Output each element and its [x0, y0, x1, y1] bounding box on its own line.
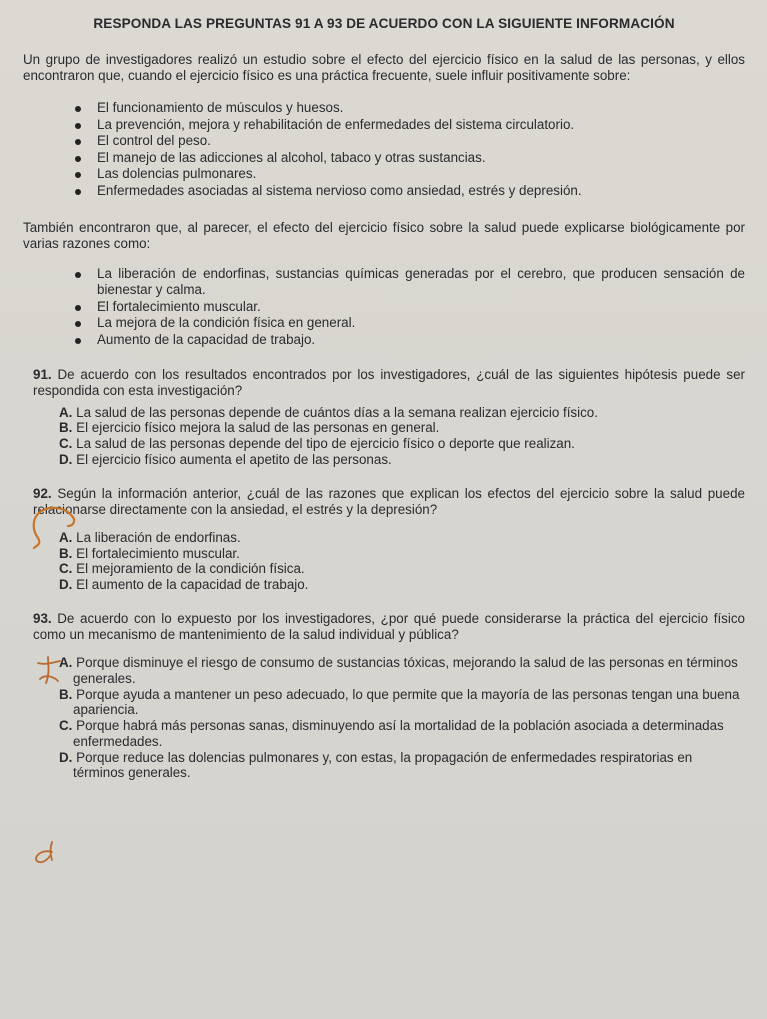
option-a[interactable] [59, 655, 745, 687]
benefits-list [23, 100, 745, 200]
reasons-intro: También encontraron que, al parecer, el efecto del ejercicio físico sobre la salud puede explicarse biológicamente por varias razones como: [23, 219, 745, 251]
option-letter: C. [59, 561, 73, 577]
intro-paragraph: Un grupo de investigadores realizó un estudio sobre el efecto del ejercicio físico en la salud de las personas, y ellos encontraron que, cuando el ejercicio físico es una práctica frecuente, suele influir positivamente sobre: [23, 52, 745, 83]
option-d[interactable] [59, 750, 745, 782]
option-a[interactable] [59, 405, 745, 421]
question-number: 93. [33, 610, 52, 626]
option-letter: D. [59, 577, 73, 593]
options-91 [23, 405, 745, 468]
option-letter: C. [59, 436, 73, 452]
options-92 [23, 530, 745, 593]
question-91 [23, 367, 745, 399]
option-letter: A. [59, 654, 73, 670]
option-letter: B. [59, 420, 73, 436]
option-text: El fortalecimiento muscular. [76, 545, 240, 561]
benefit-item: El funcionamiento de músculos y huesos. [97, 100, 745, 117]
option-letter: A. [59, 529, 73, 545]
option-a[interactable] [59, 530, 745, 546]
option-letter: A. [59, 404, 73, 420]
question-text: De acuerdo con lo expuesto por los investigadores, ¿por qué puede considerarse la práctica del ejercicio físico como un mecanismo de mantenimiento de la salud individual y pública? [33, 610, 745, 642]
question-number: 91. [33, 366, 52, 382]
benefit-item: Enfermedades asociadas al sistema nervioso como ansiedad, estrés y depresión. [97, 183, 745, 200]
section-title: RESPONDA LAS PREGUNTAS 91 A 93 DE ACUERDO CON LA SIGUIENTE INFORMACIÓN [93, 16, 675, 31]
option-letter: C. [59, 718, 73, 734]
option-text: El ejercicio físico aumenta el apetito de las personas. [76, 451, 392, 467]
reasons-list [23, 266, 745, 349]
options-93 [23, 655, 745, 781]
option-text: Porque ayuda a mantener un peso adecuado, lo que permite que la mayoría de las personas tengan una buena apariencia. [73, 686, 740, 718]
option-d[interactable] [59, 577, 745, 593]
question-text: Según la información anterior, ¿cuál de las razones que explican los efectos del ejercicio sobre la salud puede relacionarse directamente con la ansiedad, el estrés y la depresión? [33, 485, 745, 517]
option-b[interactable] [59, 420, 745, 436]
option-text: El mejoramiento de la condición física. [76, 561, 305, 577]
benefit-item: La prevención, mejora y rehabilitación de enfermedades del sistema circulatorio. [97, 117, 745, 134]
option-text: El aumento de la capacidad de trabajo. [76, 577, 309, 593]
reason-item: La mejora de la condición física en general. [97, 315, 745, 332]
benefit-item: El manejo de las adicciones al alcohol, tabaco y otras sustancias. [97, 150, 745, 167]
benefit-item: El control del peso. [97, 133, 745, 150]
option-text: La salud de las personas depende de cuántos días a la semana realizan ejercicio físico. [76, 404, 598, 420]
option-c[interactable] [59, 561, 745, 577]
option-b[interactable] [59, 687, 745, 719]
benefit-item: Las dolencias pulmonares. [97, 166, 745, 183]
question-number: 92. [33, 485, 52, 501]
option-text: Porque disminuye el riesgo de consumo de sustancias tóxicas, mejorando la salud de las personas en términos generales. [73, 654, 738, 686]
option-text: El ejercicio físico mejora la salud de las personas en general. [76, 420, 440, 436]
question-text: De acuerdo con los resultados encontrados por los investigadores, ¿cuál de las siguientes hipótesis puede ser respondida con esta investigación? [33, 366, 745, 398]
option-c[interactable] [59, 436, 745, 452]
reason-item: El fortalecimiento muscular. [97, 299, 745, 316]
option-letter: D. [59, 749, 73, 765]
question-92 [23, 486, 745, 518]
option-letter: B. [59, 545, 73, 561]
reason-item: Aumento de la capacidad de trabajo. [97, 332, 745, 349]
option-letter: D. [59, 451, 73, 467]
option-text: La salud de las personas depende del tipo de ejercicio físico o deporte que realizan. [76, 436, 575, 452]
option-text: Porque habrá más personas sanas, disminuyendo así la mortalidad de la población asociada a determinadas enfermedades. [73, 718, 724, 749]
option-d[interactable] [59, 452, 745, 468]
option-c[interactable] [59, 718, 745, 750]
reason-item: La liberación de endorfinas, sustancias químicas generadas por el cerebro, que producen sensación de bienestar y calma. [97, 265, 745, 298]
question-93 [23, 611, 745, 643]
option-letter: B. [59, 686, 73, 702]
option-text: Porque reduce las dolencias pulmonares y, con estas, la propagación de enfermedades respiratorias en términos generales. [73, 749, 693, 781]
option-b[interactable] [59, 546, 745, 562]
option-text: La liberación de endorfinas. [76, 529, 241, 545]
